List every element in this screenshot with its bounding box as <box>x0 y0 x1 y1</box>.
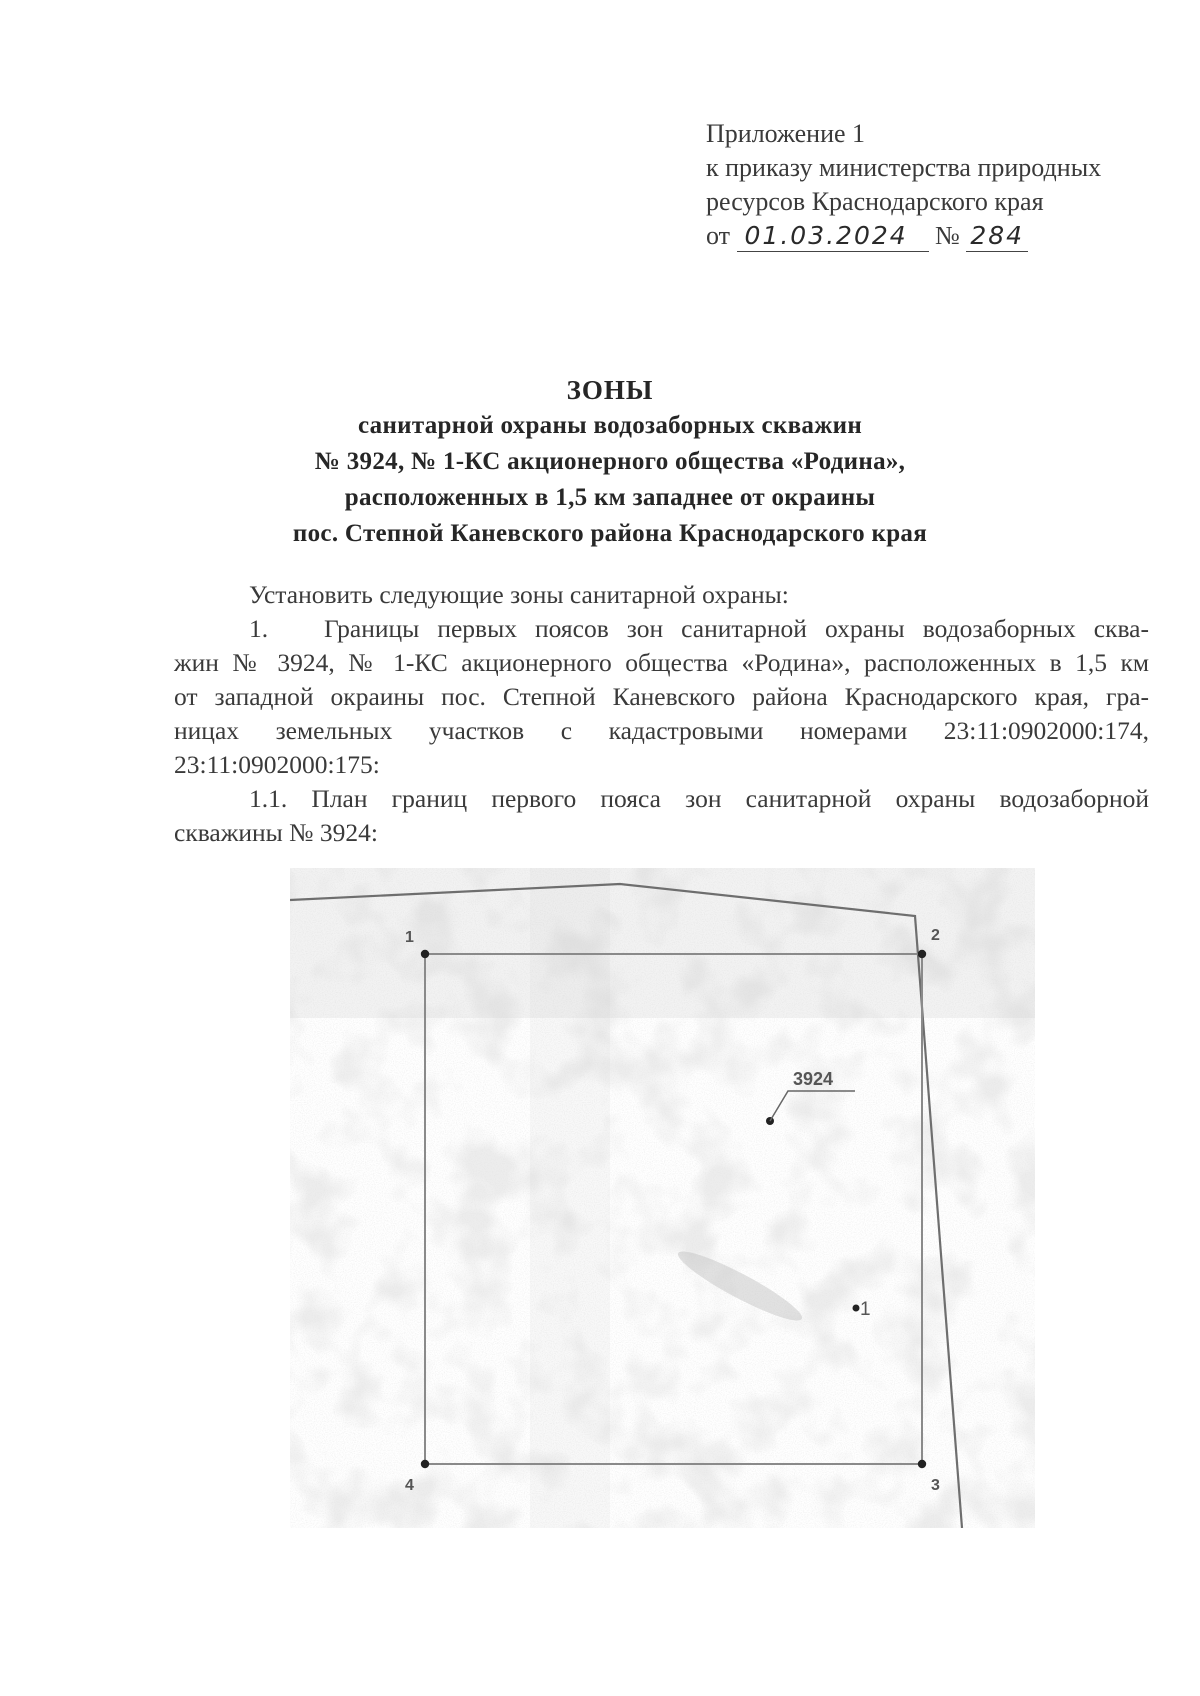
corner-point-1 <box>421 950 429 958</box>
item-1-1-line-1: 1.1. План границ первого пояса зон санитарной охраны водозаборной <box>249 784 1149 813</box>
corner-label-4: 4 <box>405 1477 414 1494</box>
marker-point-1 <box>853 1305 860 1312</box>
corner-label-3: 3 <box>931 1477 940 1494</box>
well-label-3924: 3924 <box>793 1069 834 1089</box>
item-1-line-1: Границы первых поясов зон санитарной охраны водозаборных сква- <box>324 614 1149 643</box>
corner-point-3 <box>918 1460 926 1468</box>
appendix-date-row <box>706 219 1146 253</box>
title-main: ЗОНЫ <box>566 375 654 405</box>
corner-label-2: 2 <box>931 927 940 944</box>
number-prefix: № <box>935 221 960 250</box>
boundary-plan <box>290 868 1035 1528</box>
appendix-header <box>706 117 1146 253</box>
document-title <box>160 372 1060 552</box>
title-line-3: расположенных в 1,5 км западнее от окраины <box>344 484 876 511</box>
handwritten-date: 01.03.2024 <box>737 221 929 252</box>
plan-drawing <box>290 868 1035 1528</box>
corner-point-4 <box>421 1460 429 1468</box>
item-1-line-2: жин № 3924, № 1-КС акционерного общества «Родина», расположенных в 1,5 км <box>174 648 1149 677</box>
date-prefix: от <box>706 221 731 250</box>
document-body <box>174 578 1149 850</box>
corner-point-2 <box>918 950 926 958</box>
item-1-line-3: от западной окраины пос. Степной Каневского района Краснодарского края, гра- <box>174 682 1149 711</box>
satellite-background <box>290 868 1035 1528</box>
corner-label-1: 1 <box>405 929 414 946</box>
item-1-1-line-2: скважины № 3924: <box>174 818 378 847</box>
intro-paragraph: Установить следующие зоны санитарной охраны: <box>249 580 789 609</box>
item-1-number: 1. <box>249 614 269 643</box>
handwritten-number: 284 <box>966 221 1028 252</box>
item-1-line-4: ницах земельных участков с кадастровыми номерами 23:11:0902000:174, <box>174 716 1149 745</box>
appendix-order-ref: к приказу министерства природных <box>706 153 1102 182</box>
title-line-1: санитарной охраны водозаборных скважин <box>357 412 863 439</box>
marker-label-1: 1 <box>860 1299 871 1320</box>
title-line-2: № 3924, № 1-КС акционерного общества «Родина», <box>314 448 906 475</box>
appendix-title: Приложение 1 <box>706 119 866 148</box>
appendix-ministry: ресурсов Краснодарского края <box>706 187 1044 216</box>
item-1-line-5: 23:11:0902000:175: <box>174 750 380 779</box>
item-1-first-line <box>174 612 1149 646</box>
title-line-4: пос. Степной Каневского района Краснодарского края <box>292 520 928 547</box>
